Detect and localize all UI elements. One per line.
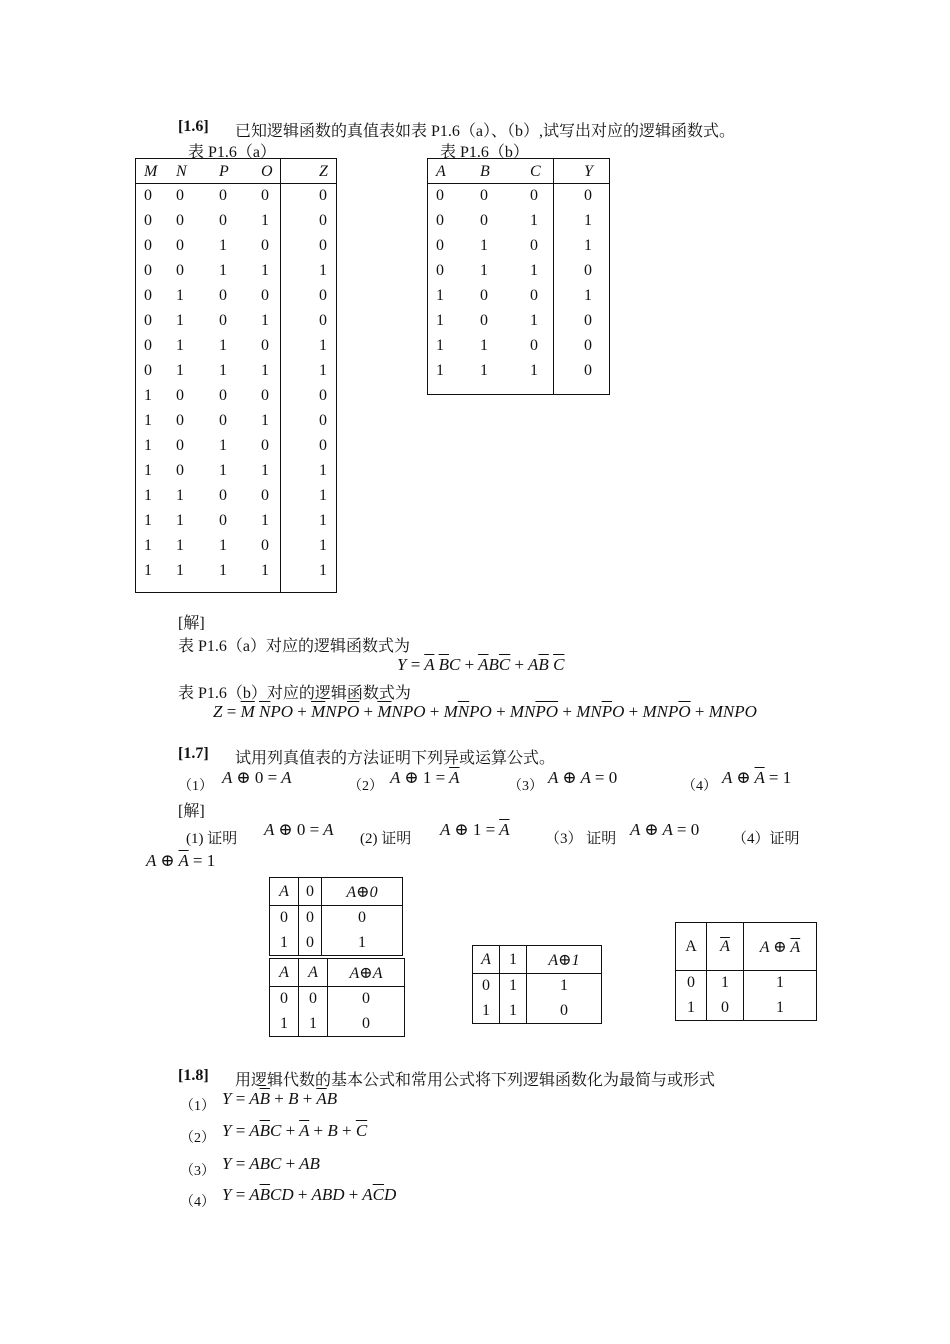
table-a-cell: 1 [176,486,184,504]
proof-2-label: (2) 证明 [360,831,412,847]
table-a-cell: 0 [261,336,269,354]
table-a-row [136,258,377,283]
table-a-cell: 1 [219,561,227,579]
table-a-header-cell: Z [319,162,328,180]
table-a-cell: 1 [219,336,227,354]
proof-table-3 [269,958,405,1037]
table-b-cell: 0 [530,236,538,254]
table-a-cell: 0 [261,186,269,204]
proof-table-1-cell: 0 [322,906,403,931]
proof-table-4-header: A [676,923,707,971]
table-a-cell: 1 [176,286,184,304]
proof-table-2-cell: 1 [500,974,527,999]
table-a-cell: 0 [144,286,152,304]
table-a-cell: 0 [319,436,327,454]
table-b-cell: 0 [480,211,488,229]
table-a-row [136,533,377,558]
table-a-caption: 表 P1.6（a） [188,144,277,161]
table-a-cell: 0 [176,261,184,279]
table-b-row [428,233,642,258]
table-a-cell: 1 [144,461,152,479]
table-a-cell: 0 [319,186,327,204]
table-a-cell: 1 [319,561,327,579]
table-b-cell: 0 [530,286,538,304]
table-a-cell: 0 [319,211,327,229]
table-a-row [136,483,377,508]
proof-1-label: (1) 证明 [186,831,238,847]
table-a-cell: 1 [319,511,327,529]
table-a-cell: 0 [261,236,269,254]
table-a-header-row [136,160,377,183]
table-b-cell: 0 [436,236,444,254]
truth-table-b [428,160,642,383]
proof-table-1-header: A⊕0 [322,878,403,906]
table-b-cell: 1 [480,236,488,254]
table-a-cell: 0 [261,536,269,554]
proof-table-3-cell: 0 [299,987,328,1012]
table-a-cell: 1 [219,436,227,454]
table-b-header-row [428,160,642,183]
identity-3: A ⊕ A = 0 [548,768,618,787]
identity-1: A ⊕ 0 = A [222,768,292,787]
table-b-cell: 0 [584,186,592,204]
table-a-cell: 1 [144,486,152,504]
table-a-cell: 0 [319,386,327,404]
table-a-cell: 0 [176,436,184,454]
formula-y: $Y = \overline{A}$ $\overline{B}C + \overline{A}B\overline{C} + A\overline{B}$ $\overline{C}$ [397,655,565,674]
proof-table-1-cell: 1 [270,931,299,956]
table-a-cell: 0 [219,386,227,404]
problem-1-7-number: [1.7] [178,745,209,762]
table-a-cell: 1 [219,461,227,479]
proof-table-3-header: A⊕A [328,959,405,987]
table-b-caption: 表 P1.6（b） [440,144,529,161]
table-a-cell: 1 [319,261,327,279]
table-a-row [136,308,377,333]
table-a-row [136,458,377,483]
table-a-cell: 0 [219,186,227,204]
proof-table-1-cell: 0 [299,931,322,956]
table-b-cell: 0 [436,186,444,204]
table-a-cell: 0 [144,186,152,204]
table-b-cell: 1 [436,311,444,329]
table-b-cell: 1 [530,311,538,329]
table-b-cell: 0 [436,211,444,229]
table-a-cell: 1 [261,411,269,429]
proof-table-2-cell: 0 [473,974,500,999]
item-4-number: （4） [682,779,717,794]
proof-table-1-header: 0 [299,878,322,906]
proof-table-4-header: A ⊕ $\overline{A}$ [744,923,817,971]
proof-4-label: （4）证明 [732,831,800,847]
proof-table-4-cell: 0 [707,996,744,1021]
table-a-cell: 1 [261,311,269,329]
function-2: $Y = A\overline{B}C + \overline{A} + B + \overline{C}$ [222,1121,368,1140]
table-a-cell: 0 [219,211,227,229]
table-b-cell: 0 [480,286,488,304]
table-b-cell: 1 [436,336,444,354]
proof-table-4-cell: 0 [676,971,707,996]
proof-1-formula: A ⊕ 0 = A [264,820,334,839]
proof-table-2-cell: 1 [527,974,602,999]
table-a-cell: 0 [144,261,152,279]
table-a-cell: 1 [219,361,227,379]
table-b-row [428,208,642,233]
table-b-cell: 1 [480,261,488,279]
table-a-cell: 1 [176,361,184,379]
table-a-row [136,408,377,433]
table-a-row [136,383,377,408]
problem-1-6-number: [1.6] [178,118,209,135]
table-b-cell: 0 [584,311,592,329]
proof-table-1-cell: 0 [299,906,322,931]
table-b-cell: 1 [436,361,444,379]
function-3: Y = ABC + AB [222,1154,320,1173]
table-a-cell: 0 [144,211,152,229]
table-b-cell: 0 [584,361,592,379]
identity-4: A ⊕ $\overline{A} = 1$ [722,768,792,787]
proof-table-2-header: A⊕1 [527,946,602,974]
proof-table-4-cell: 1 [744,996,817,1021]
table-b-cell: 0 [584,336,592,354]
table-a-cell: 0 [176,461,184,479]
table-a-cell: 1 [144,386,152,404]
table-a-cell: 0 [144,311,152,329]
table-a-cell: 0 [261,386,269,404]
proof-table-1-header: A [270,878,299,906]
proof-table-2-cell: 1 [500,999,527,1024]
table-a-cell: 1 [319,461,327,479]
problem-1-6-text: 已知逻辑函数的真值表如表 P1.6（a）、（b）,试写出对应的逻辑函数式。 [235,123,736,140]
table-b-cell: 1 [530,361,538,379]
item-1-8-2-number: （2） [180,1131,215,1146]
table-a-cell: 0 [176,236,184,254]
table-a-cell: 0 [319,236,327,254]
table-b-cell: 0 [530,186,538,204]
problem-1-8-number: [1.8] [178,1067,209,1084]
table-a-cell: 0 [319,411,327,429]
problem-1-8-text: 用逻辑代数的基本公式和常用公式将下列逻辑函数化为最简与或形式 [235,1072,716,1089]
proof-table-3-cell: 0 [328,1012,405,1037]
table-b-header-cell: Y [584,162,593,180]
table-b-row [428,258,642,283]
proof-table-2-cell: 1 [473,999,500,1024]
table-a-cell: 1 [261,261,269,279]
proof-table-2-cell: 0 [527,999,602,1024]
table-a-row [136,233,377,258]
proof-table-3-header: A [270,959,299,987]
table-a-header-cell: P [219,162,229,180]
table-b-cell: 0 [480,186,488,204]
proof-2-formula: A ⊕ $1 = \overline{A}$ [440,820,510,839]
table-a-cell: 0 [219,411,227,429]
table-b-cell: 1 [480,336,488,354]
item-3-number: （3） [508,779,543,794]
table-b-cell: 1 [530,261,538,279]
truth-table-a [136,160,377,583]
proof-table-1 [269,877,403,956]
table-a-cell: 0 [176,211,184,229]
proof-4-formula: A ⊕ $\overline{A} = 1$ [146,851,216,870]
table-a-cell: 1 [261,211,269,229]
proof-table-2-header: 1 [500,946,527,974]
proof-table-2 [472,945,602,1024]
table-a-cell: 1 [176,311,184,329]
table-a-cell: 1 [176,561,184,579]
table-a-header-cell: N [176,162,187,180]
table-a-cell: 1 [144,511,152,529]
table-a-cell: 1 [144,436,152,454]
table-a-cell: 0 [219,311,227,329]
table-a-cell: 1 [144,536,152,554]
table-a-cell: 0 [144,361,152,379]
proof-3-label: （3） 证明 [545,831,617,847]
proof-table-4-cell: 1 [676,996,707,1021]
table-a-cell: 1 [176,511,184,529]
proof-table-4-cell: 1 [744,971,817,996]
table-a-row [136,183,377,208]
item-2-number: （2） [348,779,383,794]
table-a-cell: 0 [261,486,269,504]
solution-line-b: 表 P1.6（b）对应的逻辑函数式为 [178,685,411,702]
table-a-cell: 0 [176,186,184,204]
proof-table-4-header: $\overline{A}$ [707,923,744,971]
table-a-header-cell: M [144,162,158,180]
table-b-row [428,183,642,208]
table-a-cell: 0 [219,286,227,304]
proof-table-1-cell: 1 [322,931,403,956]
table-a-cell: 0 [176,411,184,429]
solution-1-7-label: [解] [178,803,205,820]
proof-table-3-cell: 0 [328,987,405,1012]
table-a-cell: 0 [319,286,327,304]
table-b-header-cell: B [480,162,490,180]
formula-z: $Z = \overline{M}$ $\overline{N}PO + \overline{M}NP\overline{O} + \overline{M}NPO + M\overline{N}PO + MN\overline{PO} + MN\overline{P}O + MNP\overline{O}$ + MNPO [213,702,757,721]
table-a-cell: 0 [219,486,227,504]
item-1-8-4-number: （4） [180,1195,215,1210]
function-4: $Y = A\overline{B}CD$ + ABD + $A\overline{C}D$ [222,1185,397,1204]
proof-table-2-header: A [473,946,500,974]
table-a-cell: 1 [319,486,327,504]
table-a-cell: 0 [219,511,227,529]
table-b-cell: 0 [530,336,538,354]
table-a-row [136,358,377,383]
table-b-cell: 1 [584,236,592,254]
table-a-row [136,433,377,458]
table-a-cell: 1 [219,261,227,279]
proof-table-4 [675,922,817,1021]
table-a-cell: 0 [144,236,152,254]
table-a-row [136,208,377,233]
table-a-cell: 1 [261,461,269,479]
table-a-row [136,333,377,358]
table-a-cell: 1 [144,561,152,579]
table-a-cell: 0 [176,386,184,404]
table-b-cell: 0 [480,311,488,329]
table-b-cell: 0 [436,261,444,279]
table-b-row [428,333,642,358]
function-1: $Y = A\overline{B} + B + \overline{A}B$ [222,1089,338,1108]
table-a-header-cell: O [261,162,273,180]
table-a-cell: 1 [261,361,269,379]
table-b-cell: 1 [584,211,592,229]
proof-table-3-header: A [299,959,328,987]
solution-label: [解] [178,615,205,632]
proof-table-3-cell: 1 [299,1012,328,1037]
table-a-row [136,283,377,308]
table-b-cell: 1 [436,286,444,304]
table-a-row [136,558,377,583]
table-a-cell: 1 [219,536,227,554]
table-a-cell: 1 [319,336,327,354]
proof-table-3-cell: 0 [270,987,299,1012]
item-1-8-1-number: （1） [180,1099,215,1114]
table-b-row [428,358,642,383]
table-b-cell: 0 [584,261,592,279]
table-b-header-cell: C [530,162,541,180]
table-a-cell: 1 [319,536,327,554]
problem-1-7-text: 试用列真值表的方法证明下列异或运算公式。 [235,750,556,767]
table-b-row [428,283,642,308]
solution-line-a: 表 P1.6（a）对应的逻辑函数式为 [178,638,411,655]
identity-2: A ⊕ $1 = \overline{A}$ [390,768,460,787]
table-a-cell: 0 [261,436,269,454]
table-a-cell: 0 [261,286,269,304]
proof-table-4-cell: 1 [707,971,744,996]
table-b-cell: 1 [584,286,592,304]
item-1-number: （1） [178,779,213,794]
table-b-row [428,308,642,333]
proof-3-formula: A ⊕ A = 0 [630,820,700,839]
proof-table-1-cell: 0 [270,906,299,931]
table-a-cell: 1 [176,536,184,554]
table-a-cell: 1 [261,561,269,579]
proof-table-3-cell: 1 [270,1012,299,1037]
table-b-cell: 1 [530,211,538,229]
table-a-cell: 1 [144,411,152,429]
table-a-cell: 1 [219,236,227,254]
table-b-cell: 1 [480,361,488,379]
table-b-header-cell: A [436,162,446,180]
table-a-cell: 0 [144,336,152,354]
table-a-row [136,508,377,533]
item-1-8-3-number: （3） [180,1164,215,1179]
table-a-cell: 1 [319,361,327,379]
table-a-cell: 0 [319,311,327,329]
table-a-cell: 1 [261,511,269,529]
table-a-cell: 1 [176,336,184,354]
